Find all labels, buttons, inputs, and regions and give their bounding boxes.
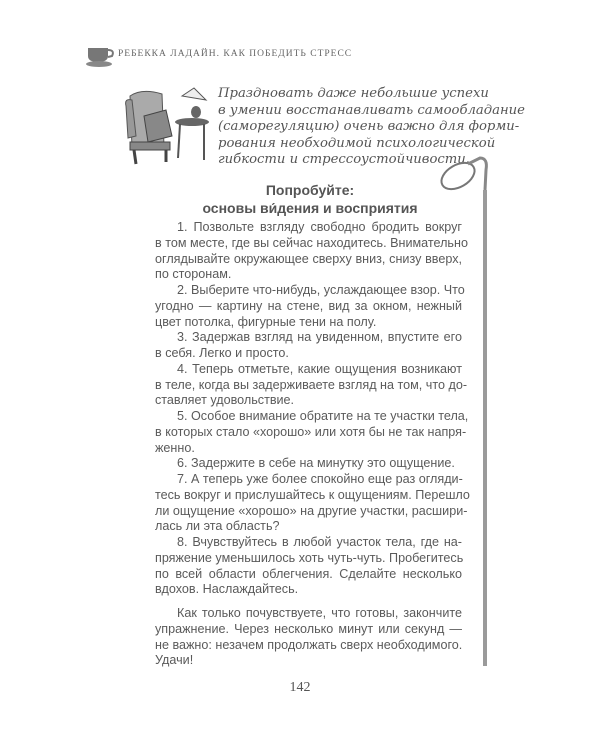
text-line: угодно — картину на стене, вид за окном, нежный bbox=[155, 298, 462, 313]
heading-line-2: основы ви́дения и восприятия bbox=[202, 200, 418, 216]
text-line: 1. Позвольте взгляду свободно бродить вокруг bbox=[177, 220, 462, 234]
text-line: пряжение уменьшилось хоть чуть-чуть. Пробегитесь bbox=[155, 550, 464, 565]
text-line: цвет потолка, фигурные тени на полу. bbox=[155, 314, 377, 329]
text-line: 8. Вчувствуйтесь в любой участок тела, где на- bbox=[177, 535, 462, 549]
text-line: по сторонам. bbox=[155, 267, 232, 282]
text-line: 6. Задержите в себе на минутку это ощущение. bbox=[177, 456, 455, 471]
closing-paragraph bbox=[155, 606, 462, 669]
quote-line: Праздновать даже небольшие успехи bbox=[218, 86, 489, 101]
text-line: 4. Теперь отметьте, какие ощущения возникают bbox=[177, 361, 462, 376]
exercise-step-7 bbox=[155, 472, 470, 535]
text-line: женно. bbox=[155, 440, 195, 455]
text-line: Удачи! bbox=[155, 653, 194, 668]
text-line: 3. Задержав взгляд на увиденном, впустите его bbox=[177, 330, 462, 345]
exercise-step-5 bbox=[155, 409, 469, 456]
quote-line: гибкости и стрессоустойчивости. bbox=[218, 152, 470, 168]
text-line: не важно: незачем продолжать сверх необходимого. bbox=[155, 637, 463, 652]
exercise-step-6 bbox=[155, 456, 462, 472]
armchair-illustration bbox=[122, 86, 212, 168]
heading-line-1: Попробуйте: bbox=[265, 182, 355, 198]
text-line: в которых стало «хорошо» или хотя бы не так напря- bbox=[155, 424, 467, 439]
spacer bbox=[155, 598, 462, 606]
quote-line: (саморегуляцию) очень важно для форми- bbox=[218, 119, 520, 135]
page-number: 142 bbox=[289, 680, 311, 695]
quote-line: в умении восстанавливать самообладание bbox=[218, 102, 525, 118]
exercise-step-2 bbox=[155, 283, 465, 330]
text-line: 7. А теперь уже более спокойно еще раз огляди- bbox=[177, 472, 463, 486]
text-line: лась ли эта область? bbox=[155, 519, 280, 534]
text-line: ставляет удовольствие. bbox=[155, 393, 295, 408]
text-line: по всей области облегчения. Сделайте несколько bbox=[155, 566, 462, 581]
text-line: в себя. Легко и просто. bbox=[155, 346, 289, 360]
exercise-step-1 bbox=[155, 220, 468, 283]
exercise-step-4 bbox=[155, 361, 468, 409]
text-line: Как только почувствуете, что готовы, закончите bbox=[177, 606, 462, 620]
text-line: 2. Выберите что-нибудь, услаждающее взор. Что bbox=[177, 283, 465, 297]
text-line: оглядывайте окружающее сверху вниз, снизу вверх, bbox=[155, 251, 462, 266]
text-line: тесь вокруг и прислушайтесь к ощущениям. Перешло bbox=[155, 487, 470, 502]
text-line: в теле, когда вы задерживаете взгляд на том, что до- bbox=[155, 377, 468, 392]
text-line: 5. Особое внимание обратите на те участки тела, bbox=[177, 409, 469, 423]
exercise-body bbox=[155, 220, 470, 669]
text-line: упражнение. Через несколько минут или секунд — bbox=[155, 621, 462, 636]
lamp-pole bbox=[483, 190, 487, 666]
text-line: вдохов. Наслаждайтесь. bbox=[155, 582, 299, 597]
text-line: в том месте, где вы сейчас находитесь. Внимательно bbox=[155, 235, 468, 250]
text-line: ли ощущение «хорошо» на другие участки, расшири- bbox=[155, 503, 468, 518]
exercise-step-8 bbox=[155, 535, 462, 598]
running-head: РЕБЕККА ЛАДАЙН. КАК ПОБЕДИТЬ СТРЕСС bbox=[118, 49, 353, 59]
teacup-icon bbox=[84, 44, 118, 68]
section-heading bbox=[160, 181, 460, 217]
exercise-step-3 bbox=[155, 330, 462, 362]
quote-line: рования необходимой психологической bbox=[218, 135, 496, 151]
